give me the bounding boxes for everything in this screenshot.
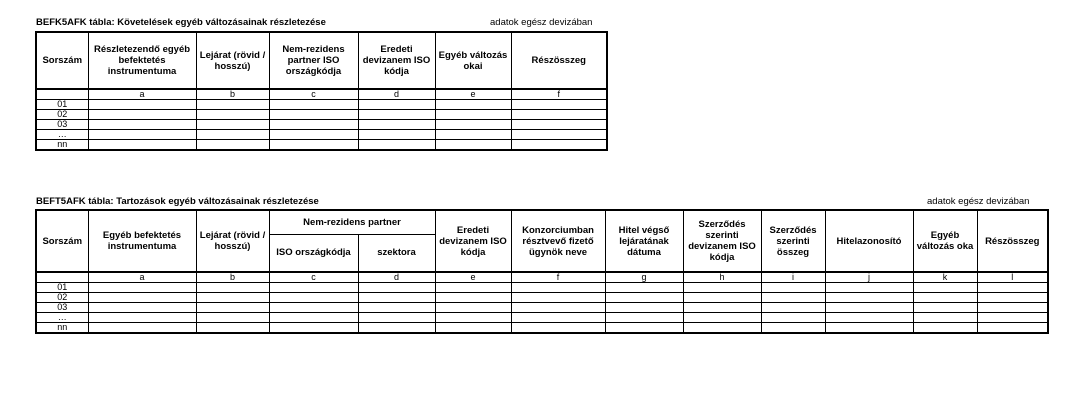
t2-letter: f — [511, 272, 605, 283]
table-cell[interactable] — [269, 100, 358, 110]
table-cell[interactable] — [511, 293, 605, 303]
table-cell[interactable] — [358, 323, 435, 334]
table-cell[interactable] — [913, 303, 977, 313]
table-cell[interactable] — [196, 323, 269, 334]
row-number: 02 — [36, 293, 88, 303]
t1-letter: f — [511, 89, 607, 100]
t2-header-lejarat: Lejárat (rövid / hosszú) — [196, 210, 269, 272]
t2-header-hitel-lejarat: Hitel végső lejáratának dátuma — [605, 210, 683, 272]
t2-header-devizanem: Eredeti devizanem ISO kódja — [435, 210, 511, 272]
table2-unit-note: adatok egész devizában — [927, 196, 1030, 207]
table-cell[interactable] — [825, 303, 913, 313]
table-cell[interactable] — [761, 323, 825, 334]
t2-header-konzorcium: Konzorciumban résztvevő fizető ügynök neve — [511, 210, 605, 272]
t2-letter: h — [683, 272, 761, 283]
table-cell[interactable] — [196, 293, 269, 303]
t1-letter: a — [88, 89, 196, 100]
table-cell[interactable] — [269, 293, 358, 303]
table-cell[interactable] — [88, 293, 196, 303]
table-cell[interactable] — [683, 313, 761, 323]
table-row — [36, 120, 607, 130]
t2-header-szerzodes-osszeg: Szerződés szerinti összeg — [761, 210, 825, 272]
table-cell[interactable] — [605, 283, 683, 293]
table-cell[interactable] — [511, 313, 605, 323]
table-cell[interactable] — [358, 130, 435, 140]
table-cell[interactable] — [196, 313, 269, 323]
table-cell[interactable] — [761, 303, 825, 313]
t2-header-partner-group: Nem-rezidens partner — [269, 210, 435, 234]
table-cell[interactable] — [269, 283, 358, 293]
t1-letter: d — [358, 89, 435, 100]
table-cell[interactable] — [761, 293, 825, 303]
table-cell[interactable] — [88, 120, 196, 130]
t2-letter: l — [977, 272, 1048, 283]
table2 — [35, 209, 1049, 334]
table-cell[interactable] — [605, 303, 683, 313]
table-cell[interactable] — [88, 110, 196, 120]
t2-header-egyeb-valtozas: Egyéb változás oka — [913, 210, 977, 272]
table2-title: BEFT5AFK tábla: Tartozások egyéb változásainak részletezése — [36, 196, 319, 207]
table-cell[interactable] — [511, 323, 605, 334]
table-cell[interactable] — [435, 110, 511, 120]
table-cell[interactable] — [825, 283, 913, 293]
table-cell[interactable] — [683, 323, 761, 334]
table-cell[interactable] — [825, 323, 913, 334]
table-cell[interactable] — [196, 130, 269, 140]
table-cell[interactable] — [269, 140, 358, 151]
table-cell[interactable] — [196, 110, 269, 120]
t2-letter-row — [36, 272, 1048, 283]
t2-letter — [36, 272, 88, 283]
row-number: 01 — [36, 283, 88, 293]
table-cell[interactable] — [977, 323, 1048, 334]
table-cell[interactable] — [88, 140, 196, 151]
table-row — [36, 140, 607, 151]
t1-header-instrumentum: Részletezendő egyéb befektetés instrumentuma — [88, 32, 196, 89]
t1-header-lejarat: Lejárat (rövid / hosszú) — [196, 32, 269, 89]
table-row — [36, 323, 1048, 334]
t2-letter: c — [269, 272, 358, 283]
table-row — [36, 100, 607, 110]
t1-header-devizanem: Eredeti devizanem ISO kódja — [358, 32, 435, 89]
table-cell[interactable] — [269, 120, 358, 130]
table-cell[interactable] — [196, 140, 269, 151]
table-cell[interactable] — [269, 110, 358, 120]
table-row — [36, 110, 607, 120]
table-cell[interactable] — [435, 120, 511, 130]
table-cell[interactable] — [913, 293, 977, 303]
row-number: nn — [36, 323, 88, 334]
table-cell[interactable] — [358, 283, 435, 293]
table-cell[interactable] — [683, 293, 761, 303]
t1-letter: e — [435, 89, 511, 100]
table-cell[interactable] — [435, 303, 511, 313]
table-cell[interactable] — [761, 313, 825, 323]
t2-header-sorszam: Sorszám — [36, 210, 88, 272]
table-cell[interactable] — [88, 313, 196, 323]
table-row — [36, 283, 1048, 293]
table-cell[interactable] — [88, 323, 196, 334]
table-cell[interactable] — [88, 100, 196, 110]
t2-header-instrumentum: Egyéb befektetés instrumentuma — [88, 210, 196, 272]
table-cell[interactable] — [435, 293, 511, 303]
table-cell[interactable] — [761, 283, 825, 293]
t2-header-reszosszeg: Részösszeg — [977, 210, 1048, 272]
table-cell[interactable] — [196, 283, 269, 293]
table-cell[interactable] — [913, 313, 977, 323]
table-cell[interactable] — [977, 303, 1048, 313]
table-cell[interactable] — [435, 313, 511, 323]
table-cell[interactable] — [358, 313, 435, 323]
t1-header-partner-iso: Nem-rezidens partner ISO országkódja — [269, 32, 358, 89]
table-cell[interactable] — [358, 293, 435, 303]
t2-letter: e — [435, 272, 511, 283]
table-cell[interactable] — [825, 293, 913, 303]
row-number: … — [36, 130, 88, 140]
table1-unit-note: adatok egész devizában — [490, 17, 593, 28]
table-cell[interactable] — [196, 120, 269, 130]
table-cell[interactable] — [88, 283, 196, 293]
table-cell[interactable] — [605, 323, 683, 334]
table-cell[interactable] — [683, 303, 761, 313]
table-cell[interactable] — [511, 110, 607, 120]
t2-header-hitelazonosito: Hitelazonosító — [825, 210, 913, 272]
row-number: 02 — [36, 110, 88, 120]
table-cell[interactable] — [511, 283, 605, 293]
table1-title: BEFK5AFK tábla: Követelések egyéb változásainak részletezése — [36, 17, 326, 28]
table-cell[interactable] — [269, 313, 358, 323]
table-row — [36, 293, 1048, 303]
row-number: … — [36, 313, 88, 323]
t1-header-egyeb-valtozas: Egyéb változás okai — [435, 32, 511, 89]
table-cell[interactable] — [435, 100, 511, 110]
table-cell[interactable] — [511, 100, 607, 110]
t1-header-reszosszeg: Részösszeg — [511, 32, 607, 89]
table-cell[interactable] — [605, 313, 683, 323]
t2-header-partner-iso: ISO országkódja — [269, 234, 358, 272]
table-cell[interactable] — [435, 140, 511, 151]
t2-header-partner-szektor: szektora — [358, 234, 435, 272]
table-cell[interactable] — [435, 130, 511, 140]
t2-letter: g — [605, 272, 683, 283]
t2-letter: b — [196, 272, 269, 283]
row-number: nn — [36, 140, 88, 151]
table-cell[interactable] — [913, 323, 977, 334]
table-cell[interactable] — [977, 283, 1048, 293]
table-row — [36, 313, 1048, 323]
table-cell[interactable] — [358, 303, 435, 313]
table-cell[interactable] — [196, 100, 269, 110]
t1-letter: b — [196, 89, 269, 100]
t1-letter — [36, 89, 88, 100]
t2-header-szerzodes-deviza: Szerződés szerinti devizanem ISO kódja — [683, 210, 761, 272]
table-cell[interactable] — [683, 283, 761, 293]
t2-letter: k — [913, 272, 977, 283]
table-cell[interactable] — [511, 303, 605, 313]
table-cell[interactable] — [196, 303, 269, 313]
table-cell[interactable] — [825, 313, 913, 323]
table-row — [36, 303, 1048, 313]
table-cell[interactable] — [511, 120, 607, 130]
table1 — [35, 31, 608, 151]
table-cell[interactable] — [358, 140, 435, 151]
t2-letter: i — [761, 272, 825, 283]
t2-letter: d — [358, 272, 435, 283]
table-cell[interactable] — [269, 130, 358, 140]
table-cell[interactable] — [435, 323, 511, 334]
table-cell[interactable] — [913, 283, 977, 293]
t2-letter: a — [88, 272, 196, 283]
t1-letter: c — [269, 89, 358, 100]
table-cell[interactable] — [977, 313, 1048, 323]
table-cell[interactable] — [358, 120, 435, 130]
row-number: 01 — [36, 100, 88, 110]
row-number: 03 — [36, 303, 88, 313]
table-cell[interactable] — [269, 323, 358, 334]
row-number: 03 — [36, 120, 88, 130]
table-cell[interactable] — [511, 130, 607, 140]
t1-letter-row — [36, 89, 607, 100]
table-cell[interactable] — [269, 303, 358, 313]
table-cell[interactable] — [511, 140, 607, 151]
t2-letter: j — [825, 272, 913, 283]
table-cell[interactable] — [977, 293, 1048, 303]
table-cell[interactable] — [358, 100, 435, 110]
table-row — [36, 130, 607, 140]
table-cell[interactable] — [88, 303, 196, 313]
table-cell[interactable] — [605, 293, 683, 303]
table-cell[interactable] — [358, 110, 435, 120]
table-cell[interactable] — [88, 130, 196, 140]
t1-header-sorszam: Sorszám — [36, 32, 88, 89]
table-cell[interactable] — [435, 283, 511, 293]
